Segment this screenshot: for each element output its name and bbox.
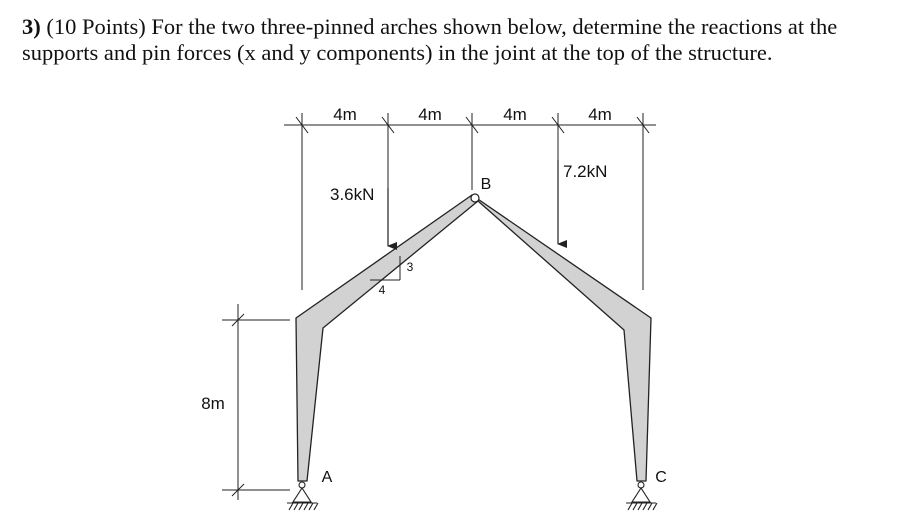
height-label: 8m bbox=[201, 394, 225, 413]
left-arch-member bbox=[296, 195, 478, 481]
problem-number: 3) bbox=[22, 14, 41, 39]
problem-points: (10 Points) bbox=[46, 14, 146, 39]
slope-rise-label: 3 bbox=[406, 260, 414, 274]
span-label-3: 4m bbox=[503, 105, 527, 124]
pin-support-right-icon bbox=[626, 482, 657, 510]
slope-run-label: 4 bbox=[378, 283, 386, 297]
span-label-2: 4m bbox=[418, 105, 442, 124]
problem-text: For the two three-pinned arches shown below, determine the reactions at the supports and pin forces (x and y components) in the joint at the top of the structure. bbox=[22, 14, 838, 65]
load-label-right: 7.2kN bbox=[563, 162, 608, 181]
height-dimension-line bbox=[222, 304, 290, 500]
right-arch-member bbox=[472, 195, 651, 481]
pin-support-left-icon bbox=[287, 482, 318, 510]
crown-pin-icon bbox=[471, 194, 479, 202]
load-label-left: 3.6kN bbox=[330, 185, 375, 204]
joint-label-c: C bbox=[655, 469, 667, 486]
joint-label-a: A bbox=[321, 469, 333, 486]
span-label-1: 4m bbox=[333, 105, 357, 124]
joint-label-b: B bbox=[480, 176, 492, 193]
span-label-4: 4m bbox=[588, 105, 612, 124]
